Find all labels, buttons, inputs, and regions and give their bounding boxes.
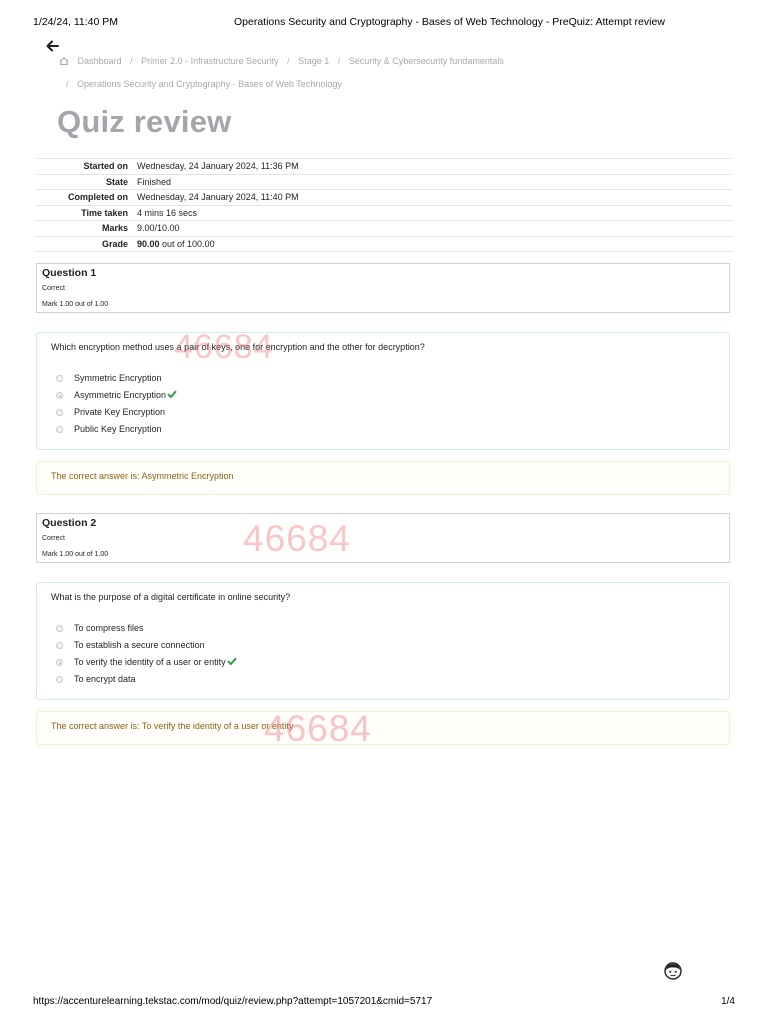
summary-row <box>36 205 732 221</box>
question-2-content <box>36 582 730 700</box>
question-2-info <box>36 513 730 563</box>
radio-button-checked[interactable] <box>56 659 63 666</box>
question-grade: Mark 1.00 out of 1.00 <box>42 551 109 558</box>
watermark: 46684 <box>174 328 274 366</box>
breadcrumb-item-stage[interactable]: Stage 1 <box>298 56 330 66</box>
breadcrumb-separator: / <box>287 56 290 66</box>
summary-value: 9.00/10.00 <box>137 223 180 234</box>
radio-button[interactable] <box>56 409 63 416</box>
summary-value <box>137 236 732 252</box>
correct-answer-text: The correct answer is: Asymmetric Encryption <box>51 471 234 481</box>
question-text: Which encryption method uses a pair of keys, one for encryption and the other for decryption? <box>51 342 425 352</box>
summary-row <box>36 174 732 190</box>
answer-label: Symmetric Encryption <box>74 373 162 383</box>
summary-row <box>36 236 732 252</box>
answer-label: To encrypt data <box>74 674 136 684</box>
question-1-info <box>36 263 730 313</box>
summary-row <box>36 190 732 206</box>
answer-label: To establish a secure connection <box>74 640 205 650</box>
question-2-feedback <box>36 711 730 745</box>
summary-value: Finished <box>137 176 172 187</box>
summary-value: Wednesday, 24 January 2024, 11:40 PM <box>137 192 299 203</box>
breadcrumb-separator: / <box>337 56 341 66</box>
breadcrumb-item-current[interactable]: Operations Security and Cryptography - Bases of Web Technology <box>77 79 342 89</box>
answer-label: Asymmetric Encryption <box>74 390 167 400</box>
home-icon[interactable] <box>59 57 69 65</box>
print-page-number: 1/4 <box>721 996 735 1007</box>
question-1-feedback <box>36 461 730 495</box>
watermark: 46684 <box>243 518 351 559</box>
breadcrumb-row-2 <box>66 79 342 89</box>
print-date: 1/24/24, 11:40 PM <box>33 16 119 28</box>
radio-button-checked[interactable] <box>56 392 63 399</box>
grade-out-of: out of 100.00 <box>159 238 215 249</box>
answer-label-wrap <box>74 657 237 667</box>
summary-value: Wednesday, 24 January 2024, 11:36 PM <box>137 161 299 172</box>
breadcrumb-item-course[interactable]: Primer 2.0 - Infrastructure Security <box>141 56 279 66</box>
answer-label: Public Key Encryption <box>74 424 162 434</box>
question-number: Question 2 <box>42 517 97 529</box>
breadcrumb-separator: / <box>130 56 133 66</box>
answer-label-wrap <box>74 390 177 400</box>
radio-button[interactable] <box>56 676 63 683</box>
summary-label: Completed on <box>68 192 128 203</box>
answer-label: Private Key Encryption <box>74 407 166 417</box>
radio-button[interactable] <box>56 375 63 382</box>
question-1-content <box>36 332 730 450</box>
watermark: 46684 <box>264 708 372 749</box>
left-arrow-icon[interactable] <box>45 39 59 53</box>
grade-score: 90.00 <box>137 238 160 249</box>
summary-row <box>36 221 732 237</box>
attempt-summary-table <box>36 158 732 252</box>
question-grade: Mark 1.00 out of 1.00 <box>42 301 109 308</box>
print-header <box>33 16 735 30</box>
print-url: https://accenturelearning.tekstac.com/mod/quiz/review.php?attempt=1057201&cmid=5717 <box>33 996 433 1007</box>
answer-label: To verify the identity of a user or entity <box>74 657 226 667</box>
radio-button[interactable] <box>56 625 63 632</box>
correct-answer-text: The correct answer is: To verify the identity of a user or entity <box>51 721 294 731</box>
breadcrumb-separator: / <box>66 79 69 89</box>
summary-value: 4 mins 16 secs <box>137 207 198 218</box>
print-document-title: Operations Security and Cryptography - Bases of Web Technology - PreQuiz: Attempt review <box>234 16 665 28</box>
radio-button[interactable] <box>56 426 63 433</box>
checkmark-icon <box>227 657 237 665</box>
summary-label: Grade <box>101 238 128 249</box>
question-text: What is the purpose of a digital certificate in online security? <box>51 592 291 602</box>
summary-label: State <box>105 176 128 187</box>
breadcrumb-item-section[interactable]: Security & Cybersecurity fundamentals <box>348 56 504 66</box>
user-avatar-icon[interactable] <box>664 962 682 980</box>
question-state: Correct <box>42 285 65 292</box>
breadcrumb <box>59 56 504 66</box>
checkmark-icon <box>167 390 177 398</box>
question-number: Question 1 <box>42 267 97 279</box>
question-state: Correct <box>42 535 65 542</box>
breadcrumb-item-dashboard[interactable]: Dashboard <box>77 56 122 66</box>
answer-label: To compress files <box>74 623 144 633</box>
page-title: Quiz review <box>57 104 232 139</box>
radio-button[interactable] <box>56 642 63 649</box>
summary-row <box>36 159 732 175</box>
summary-label: Started on <box>83 161 128 172</box>
summary-label: Marks <box>101 223 128 234</box>
summary-label: Time taken <box>81 207 128 218</box>
